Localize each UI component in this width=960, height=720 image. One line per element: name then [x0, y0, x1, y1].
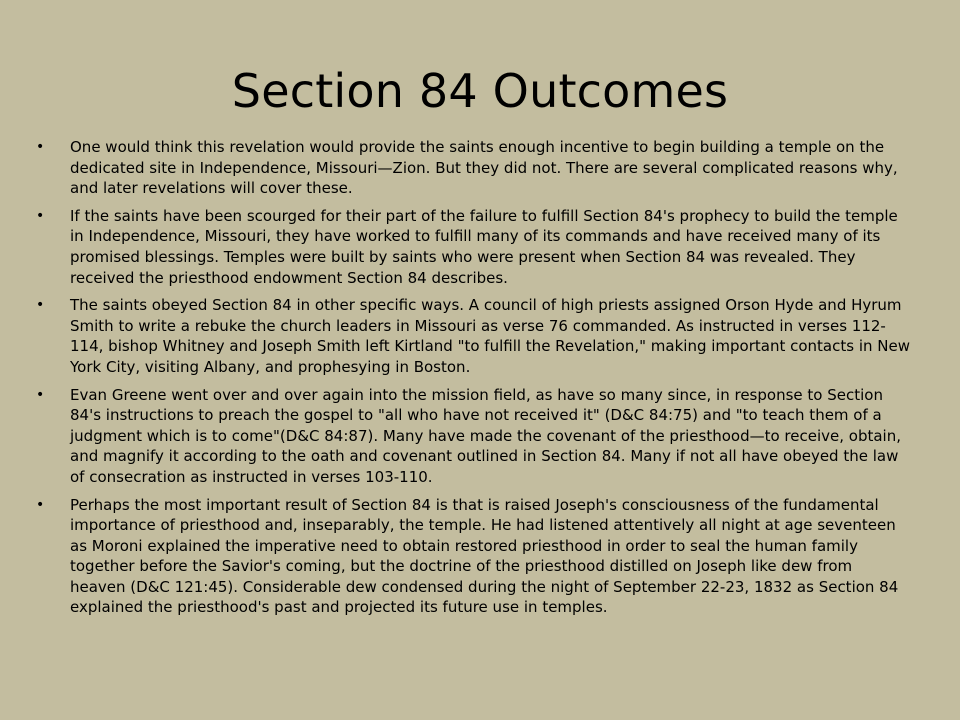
- bullet-list: [36, 137, 912, 625]
- bullet-item: [36, 206, 912, 288]
- bullet-item: [36, 385, 912, 488]
- bullet-marker: •: [36, 386, 45, 403]
- bullet-text: If the saints have been scourged for their part of the failure to fulfill Section 84's prophecy to build the temple in Independence, Missouri, they have worked to fulfill many of its commands and have received many of its promised blessings. Temples were built by saints who were present when Section 84 was revealed. They received the priesthood endowment Section 84 describes.: [70, 206, 898, 287]
- bullet-marker: •: [36, 207, 45, 224]
- bullet-text: Perhaps the most important result of Section 84 is that is raised Joseph's consciousness of the fundamental importance of priesthood and, inseparably, the temple. He had listened attentively all night at age seventeen as Moroni explained the imperative need to obtain restored priesthood in order to seal the human family together before the Savior's coming, but the doctrine of the priesthood distilled on Joseph like dew from heaven (D&C 121:45). Considerable dew condensed during the night of September 22-23, 1832 as Section 84 explained the priesthood's past and projected its future use in temples.: [70, 495, 899, 617]
- bullet-marker: •: [36, 297, 45, 314]
- bullet-text: One would think this revelation would provide the saints enough incentive to begin building a temple on the dedicated site in Independence, Missouri—Zion. But they did not. There are several complicated reasons why, and later revelations will cover these.: [70, 138, 898, 198]
- bullet-item: [36, 495, 912, 619]
- bullet-text: The saints obeyed Section 84 in other specific ways. A council of high priests assigned Orson Hyde and Hyrum Smith to write a rebuke the church leaders in Missouri as verse 76 commanded. As instructed in verses 112-114, bishop Whitney and Joseph Smith left Kirtland "to fulfill the Revelation," making important contacts in New York City, visiting Albany, and prophesying in Boston.: [70, 296, 910, 376]
- bullet-item: [36, 137, 912, 199]
- bullet-item: [36, 295, 912, 377]
- slide-title: Section 84 Outcomes: [231, 64, 729, 118]
- bullet-marker: •: [36, 496, 45, 513]
- bullet-marker: •: [36, 139, 45, 155]
- bullet-text: Evan Greene went over and over again into the mission field, as have so many since, in response to Section 84's instructions to preach the gospel to "all who have not received it" (D&C 84:75) and "to teach them of a judgment which is to come"(D&C 84:87). Many have made the covenant of the priesthood—to receive, obtain, and magnify it according to the oath and covenant outlined in Section 84. Many if not all have obeyed the law of consecration as instructed in verses 103-110.: [70, 385, 901, 486]
